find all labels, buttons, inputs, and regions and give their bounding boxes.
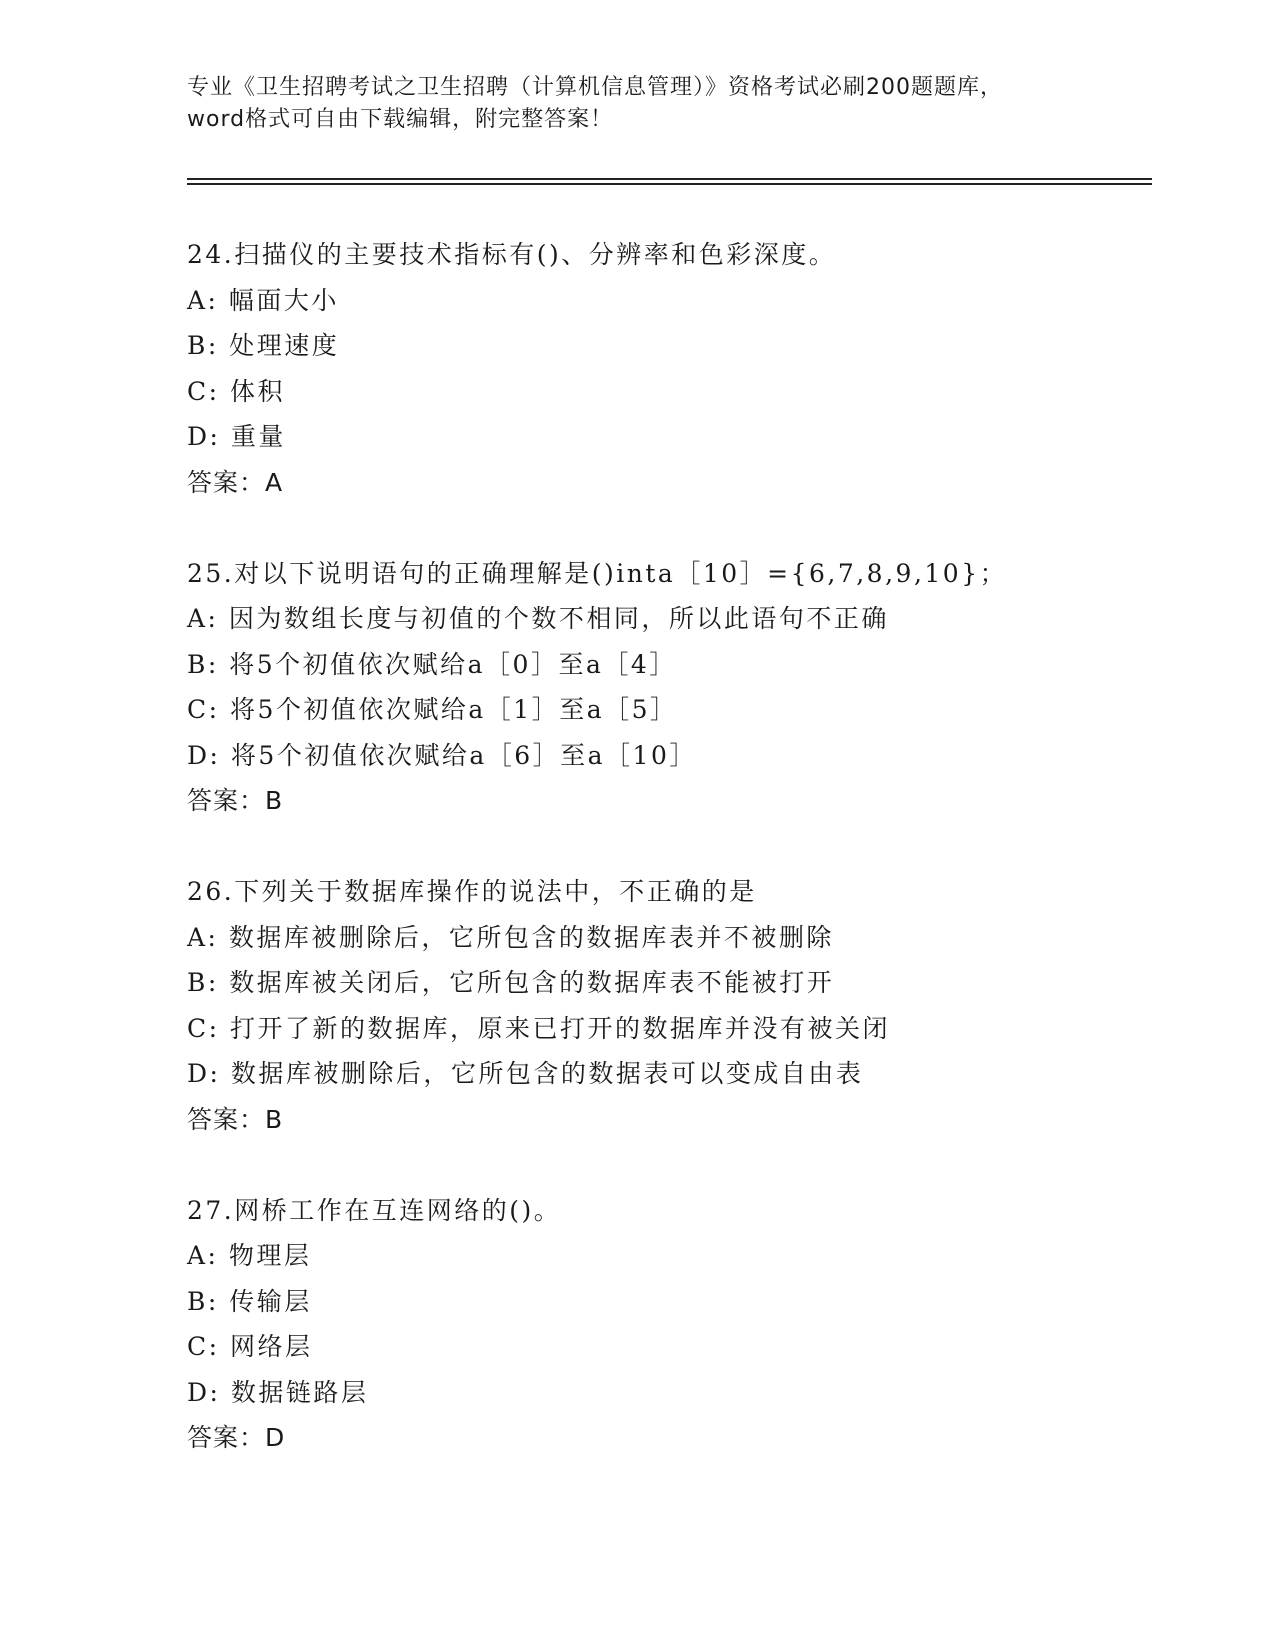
option-c: C: 体积 bbox=[187, 376, 285, 406]
option-d: D: 数据链路层 bbox=[187, 1377, 369, 1407]
option-a: A: 数据库被删除后，它所包含的数据库表并不被删除 bbox=[187, 922, 834, 952]
header-divider-top bbox=[187, 178, 1152, 180]
option-b: B: 将5个初值依次赋给a［0］至a［4］ bbox=[187, 649, 677, 679]
answer: 答案：A bbox=[187, 467, 284, 497]
option-b: B: 传输层 bbox=[187, 1286, 312, 1316]
header-line-1: 专业《卫生招聘考试之卫生招聘（计算机信息管理）》资格考试必刷200题题库， bbox=[187, 75, 1003, 100]
option-c: C: 打开了新的数据库，原来已打开的数据库并没有被关闭 bbox=[187, 1013, 891, 1043]
option-a: A: 物理层 bbox=[187, 1241, 312, 1270]
question-list bbox=[187, 232, 1167, 1461]
answer: 答案：B bbox=[187, 1104, 284, 1134]
option-b: B: 处理速度 bbox=[187, 331, 340, 360]
question-27 bbox=[187, 1188, 1167, 1461]
question-spacer bbox=[187, 505, 1167, 551]
document-header bbox=[187, 72, 1087, 136]
option-a: A: 因为数组长度与初值的个数不相同，所以此语句不正确 bbox=[187, 604, 889, 633]
option-d: D: 重量 bbox=[187, 422, 286, 451]
question-stem: 25.对以下说明语句的正确理解是()inta［10］={6,7,8,9,10}； bbox=[187, 558, 1008, 588]
option-a: A: 幅面大小 bbox=[187, 285, 339, 315]
answer: 答案：B bbox=[187, 786, 284, 815]
option-c: C: 将5个初值依次赋给a［1］至a［5］ bbox=[187, 695, 678, 724]
option-d: D: 数据库被删除后，它所包含的数据表可以变成自由表 bbox=[187, 1059, 864, 1088]
question-25 bbox=[187, 551, 1167, 824]
option-b: B: 数据库被关闭后，它所包含的数据库表不能被打开 bbox=[187, 968, 835, 997]
answer: 答案：D bbox=[187, 1423, 286, 1452]
question-stem: 26.下列关于数据库操作的说法中，不正确的是 bbox=[187, 877, 757, 906]
question-stem: 24.扫描仪的主要技术指标有()、分辨率和色彩深度。 bbox=[187, 240, 837, 269]
question-26 bbox=[187, 869, 1167, 1142]
option-c: C: 网络层 bbox=[187, 1332, 313, 1361]
question-24 bbox=[187, 232, 1167, 505]
question-spacer bbox=[187, 1142, 1167, 1188]
option-d: D: 将5个初值依次赋给a［6］至a［10］ bbox=[187, 740, 697, 770]
header-divider-bottom bbox=[187, 183, 1152, 185]
question-stem: 27.网桥工作在互连网络的()。 bbox=[187, 1195, 562, 1225]
question-spacer bbox=[187, 824, 1167, 870]
header-line-2: word格式可自由下载编辑，附完整答案！ bbox=[187, 107, 614, 132]
